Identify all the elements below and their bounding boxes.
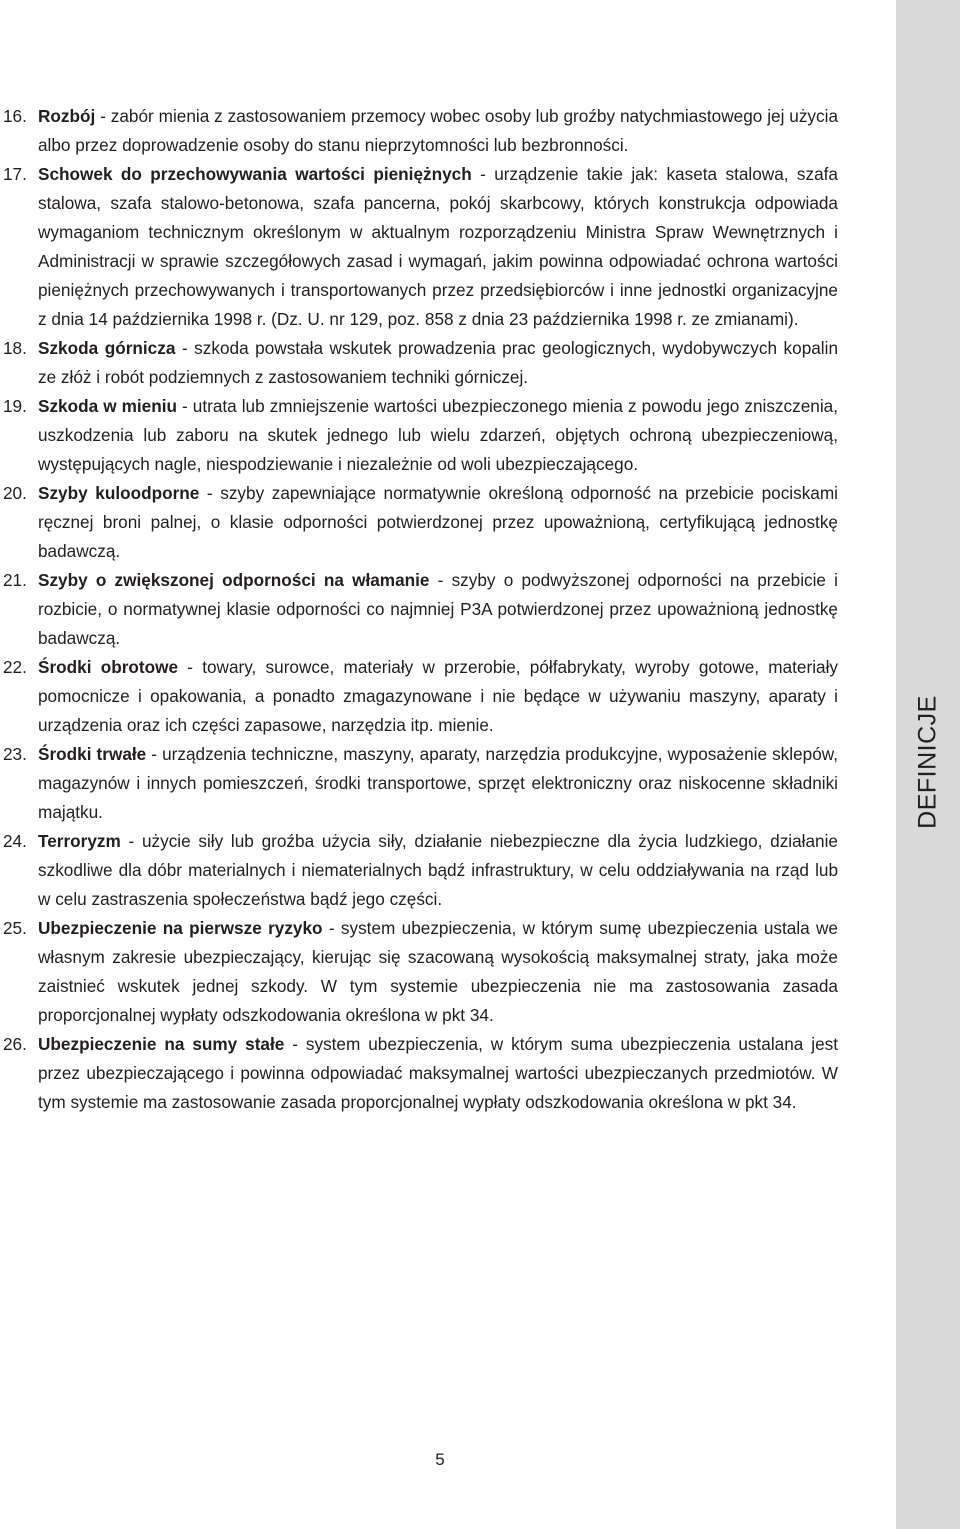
definitions-list — [0, 102, 838, 1117]
definition-number: 18. — [3, 338, 27, 358]
definition-number: 22. — [3, 657, 27, 677]
definition-term: Środki trwałe — [38, 744, 147, 764]
definition-text: - urządzenie takie jak: kaseta stalowa, szafa stalowa, szafa stalowo-betonowa, szafa pancerna, pokój skarbcowy, których konstrukcja odpowiada wymaganiom technicznym określonym w aktualnym rozporządzeniu Ministra Spraw Wewnętrznych i Administracji w sprawie szczegółowych zasad i wymagań, jakim powinna odpowiadać ochrona wartości pieniężnych przechowywanych i transportowanych przez przedsiębiorców i inne jednostki organizacyjne z dnia 14 października 1998 r. (Dz. U. nr 129, poz. 858 z dnia 23 października 1998 r. ze zmianami). — [38, 164, 838, 329]
definition-term: Szyby kuloodporne — [38, 483, 200, 503]
definition-item — [0, 1030, 838, 1117]
definition-term: Ubezpieczenie na pierwsze ryzyko — [38, 918, 323, 938]
definition-number: 17. — [3, 164, 27, 184]
definition-number: 25. — [3, 918, 27, 938]
definition-item — [0, 914, 838, 1030]
definition-text: - zabór mienia z zastosowaniem przemocy wobec osoby lub groźby natychmiastowego jej użycia albo przez doprowadzenie osoby do stanu nieprzytomności lub bezbronności. — [38, 106, 838, 155]
definition-text: - szyby o podwyższonej odporności na przebicie i rozbicie, o normatywnej klasie odporności co najmniej P3A potwierdzonej przez upoważnioną jednostkę badawczą. — [38, 570, 838, 648]
definition-item — [0, 160, 838, 334]
section-tab-label: DEFINICJE — [913, 695, 942, 829]
definition-term: Ubezpieczenie na sumy stałe — [38, 1034, 285, 1054]
definition-number: 19. — [3, 396, 27, 416]
definition-term: Szkoda w mieniu — [38, 396, 177, 416]
definition-text: - utrata lub zmniejszenie wartości ubezpieczonego mienia z powodu jego zniszczenia, uszkodzenia lub zaboru na skutek jednego lub wielu zdarzeń, objętych ochroną ubezpieczeniową, występujących nagle, niespodziewanie i niezależnie od woli ubezpieczającego. — [38, 396, 838, 474]
definition-number: 16. — [3, 106, 27, 126]
definition-text: - towary, surowce, materiały w przerobie, półfabrykaty, wyroby gotowe, materiały pomocnicze i opakowania, a ponadto zmagazynowane i nie będące w używaniu maszyny, aparaty i urządzenia oraz ich części zapasowe, narzędzia itp. mienie. — [38, 657, 838, 735]
definition-term: Terroryzm — [38, 831, 121, 851]
definition-number: 24. — [3, 831, 27, 851]
definition-number: 23. — [3, 744, 27, 764]
definition-text: - system ubezpieczenia, w którym sumę ubezpieczenia ustala we własnym zakresie ubezpieczający, kierując się szacowaną wysokością maksymalnej straty, jaka może zaistnieć wskutek jednej szkody. W tym systemie ubezpieczenia nie ma zastosowania zasada proporcjonalnej wypłaty odszkodowania określona w pkt 34. — [38, 918, 838, 1025]
definition-text: - urządzenia techniczne, maszyny, aparaty, narzędzia produkcyjne, wyposażenie sklepów, magazynów i innych pomieszczeń, środki transportowe, sprzęt elektroniczny oraz niskocenne składniki majątku. — [38, 744, 838, 822]
section-tab — [896, 0, 960, 1529]
definition-term: Szkoda górnicza — [38, 338, 176, 358]
definition-number: 20. — [3, 483, 27, 503]
definition-item — [0, 392, 838, 479]
definition-term: Środki obrotowe — [38, 657, 179, 677]
definition-item — [0, 653, 838, 740]
definition-number: 26. — [3, 1034, 27, 1054]
definitions-content — [0, 102, 838, 1117]
definition-item — [0, 479, 838, 566]
definition-number: 21. — [3, 570, 27, 590]
definition-term: Szyby o zwiększonej odporności na włamanie — [38, 570, 430, 590]
definition-item — [0, 566, 838, 653]
definition-term: Schowek do przechowywania wartości pieniężnych — [38, 164, 472, 184]
definition-item — [0, 334, 838, 392]
definition-term: Rozbój — [38, 106, 96, 126]
definition-item — [0, 740, 838, 827]
definition-text: - użycie siły lub groźba użycia siły, działanie niebezpieczne dla życia ludzkiego, działanie szkodliwe dla dóbr materialnych i niematerialnych bądź infrastruktury, w celu oddziaływania na rząd lub w celu zastraszenia społeczeństwa bądź jego części. — [38, 831, 838, 909]
definition-item — [0, 827, 838, 914]
definition-text: - szyby zapewniające normatywnie określoną odporność na przebicie pociskami ręcznej broni palnej, o klasie odporności potwierdzonej przez upoważnioną, certyfikującą jednostkę badawczą. — [38, 483, 838, 561]
page-number: 5 — [435, 1450, 445, 1469]
definition-text: - system ubezpieczenia, w którym suma ubezpieczenia ustalana jest przez ubezpieczającego i powinna odpowiadać maksymalnej wartości ubezpieczanych przedmiotów. W tym systemie ma zastosowanie zasada proporcjonalnej wypłaty odszkodowania określona w pkt 34. — [38, 1034, 839, 1112]
definition-item — [0, 102, 838, 160]
definition-text: - szkoda powstała wskutek prowadzenia prac geologicznych, wydobywczych kopalin ze złóż i robót podziemnych z zastosowaniem techniki górniczej. — [38, 338, 839, 387]
